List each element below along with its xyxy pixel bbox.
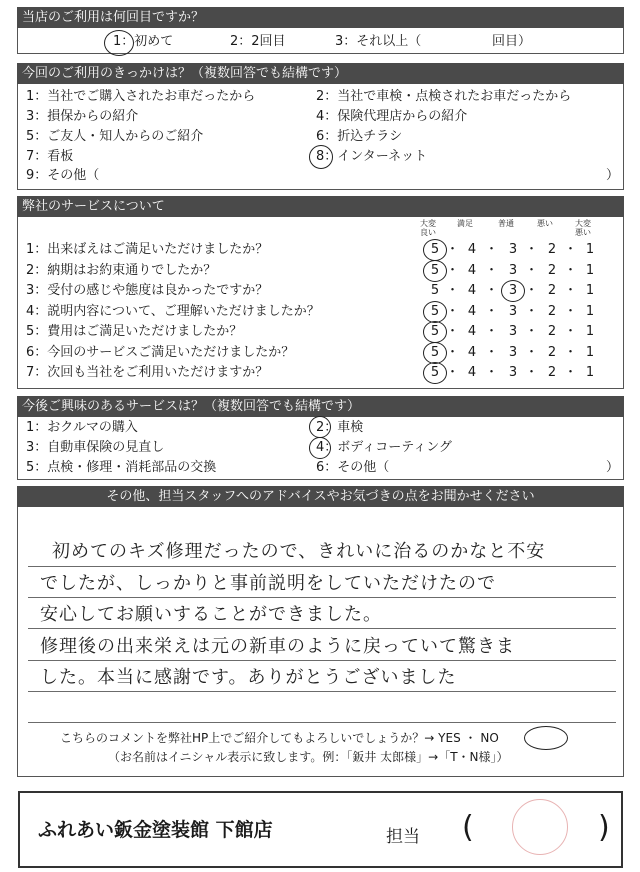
q3-rating-5-1[interactable]: 1 [585, 324, 595, 339]
q3-selected-circle-5 [423, 321, 447, 343]
q3-rating-3-1[interactable]: 1 [585, 283, 595, 298]
q3-rating-6-2[interactable]: 2 [547, 344, 557, 360]
q3-rating-7-1[interactable]: 1 [585, 365, 595, 380]
q3-question-1: 1：出来ばえはご満足いただけましたか？ [26, 242, 269, 257]
q3-rating-2-5[interactable]: 5 [430, 262, 440, 278]
q3-question-3: 3：受付の感じや態度は良かったですか？ [26, 283, 269, 298]
q4-selected-circle-2 [309, 416, 331, 438]
comment-rule [28, 597, 616, 598]
comment-rule [28, 722, 616, 723]
consent-separator: ・ [464, 731, 477, 745]
consent-yes[interactable]: YES [438, 731, 461, 745]
q3-selected-circle-3 [501, 280, 525, 302]
q4-option-4[interactable]: 4：ボディコーティング [316, 440, 452, 455]
q3-rating-separator: ・ [564, 242, 578, 257]
q4-header: 今後ご興味のあるサービスは？（複数回答でも結構です） [17, 396, 624, 417]
q2-option-6[interactable]: 6：折込チラシ [316, 129, 403, 144]
q3-rating-separator: ・ [525, 283, 539, 298]
q3-question-6: 6：今回のサービスご満足いただけましたか？ [26, 344, 295, 360]
q3-rating-separator: ・ [446, 324, 460, 339]
scale-label-5: 大変良い [420, 219, 436, 237]
scale-label-4: 満足 [457, 219, 473, 228]
staff-open-paren: ( [462, 810, 474, 845]
q3-box [17, 217, 624, 389]
q3-rating-5-5[interactable]: 5 [430, 324, 440, 339]
scale-label-2: 悪い [537, 219, 553, 228]
q1-selected-circle [104, 30, 134, 56]
q3-rating-1-4[interactable]: 4 [467, 242, 477, 257]
q3-rating-3-4[interactable]: 4 [467, 283, 477, 298]
shop-name: ふれあい鈑金塗装館 下館店 [38, 819, 273, 841]
q3-rating-4-5[interactable]: 5 [430, 303, 440, 319]
comment-rule [28, 628, 616, 629]
q3-rating-separator: ・ [525, 324, 539, 339]
q2-option-3[interactable]: 3：損保からの紹介 [26, 109, 139, 124]
q3-question-2: 2：納期はお約束通りでしたか？ [26, 262, 217, 278]
q3-rating-separator: ・ [446, 242, 460, 257]
q3-rating-3-2[interactable]: 2 [547, 283, 557, 298]
q3-rating-separator: ・ [485, 262, 499, 278]
q3-rating-7-5[interactable]: 5 [430, 365, 440, 380]
q3-rating-4-3[interactable]: 3 [508, 303, 518, 319]
q3-selected-circle-4 [423, 301, 447, 323]
q3-rating-7-4[interactable]: 4 [467, 365, 477, 380]
q3-rating-7-3[interactable]: 3 [508, 365, 518, 380]
q3-rating-separator: ・ [485, 344, 499, 360]
q3-rating-separator: ・ [485, 303, 499, 319]
q2-other-close-paren: ） [606, 168, 620, 183]
q3-rating-2-4[interactable]: 4 [467, 262, 477, 278]
comments-header: その他、担当スタッフへのアドバイスやお気づきの点をお聞かせください [17, 486, 624, 507]
q2-box [17, 84, 624, 190]
q3-rating-separator: ・ [564, 262, 578, 278]
q2-option-1[interactable]: 1：当社でご購入されたお車だったから [26, 89, 256, 104]
comment-line-2: でしたが、しっかりと事前説明をしていただけたので [40, 573, 496, 594]
q3-rating-5-3[interactable]: 3 [508, 324, 518, 339]
q3-rating-separator: ・ [525, 303, 539, 319]
q3-rating-6-1[interactable]: 1 [585, 344, 595, 360]
q3-selected-circle-1 [423, 239, 447, 261]
q3-rating-6-4[interactable]: 4 [467, 344, 477, 360]
q3-rating-separator: ・ [525, 365, 539, 380]
q3-rating-4-4[interactable]: 4 [467, 303, 477, 319]
q1-header: 当店のご利用は何回目ですか？ [17, 7, 624, 28]
consent-question-text: こちらのコメントを弊社HP上でご紹介してもよろしいでしょうか？→ [60, 731, 435, 745]
q1-option-2[interactable]: 2：2回目 [230, 34, 286, 49]
q3-rating-separator: ・ [485, 283, 499, 298]
q2-option-8[interactable]: 8：インターネット [316, 149, 428, 164]
comment-line-1: 初めてのキズ修理だったので、きれいに治るのかなと不安 [52, 541, 546, 562]
q4-option-2[interactable]: 2：車検 [316, 420, 364, 435]
comment-rule [28, 691, 616, 692]
q3-rating-6-5[interactable]: 5 [430, 344, 440, 360]
q3-rating-separator: ・ [446, 344, 460, 360]
q3-selected-circle-2 [423, 260, 447, 282]
comment-line-5: した。本当に感謝です。ありがとうございました [40, 667, 457, 688]
q2-option-7[interactable]: 7：看板 [26, 149, 74, 164]
q3-question-5: 5：費用はご満足いただけましたか？ [26, 324, 243, 339]
q3-question-4: 4：説明内容について、ご理解いただけましたか？ [26, 303, 320, 319]
q3-rating-separator: ・ [564, 283, 578, 298]
q2-option-9[interactable]: 9：その他（ [26, 168, 100, 183]
q3-rating-2-2[interactable]: 2 [547, 262, 557, 278]
q3-rating-5-2[interactable]: 2 [547, 324, 557, 339]
q3-rating-separator: ・ [446, 262, 460, 278]
q3-rating-separator: ・ [485, 365, 499, 380]
q3-question-7: 7：次回も当社をご利用いただけますか？ [26, 365, 269, 380]
q3-rating-2-3[interactable]: 3 [508, 262, 518, 278]
q1-option-3-count: 回目） [492, 34, 532, 49]
q3-header: 弊社のサービスについて [17, 196, 624, 217]
q3-rating-separator: ・ [564, 365, 578, 380]
q2-option-5[interactable]: 5：ご友人・知人からのご紹介 [26, 129, 204, 144]
q3-rating-separator: ・ [564, 344, 578, 360]
staff-stamp [512, 799, 568, 855]
q3-rating-separator: ・ [525, 344, 539, 360]
consent-question [60, 730, 499, 746]
q3-rating-3-5[interactable]: 5 [430, 283, 440, 298]
q2-header: 今回のご利用のきっかけは？（複数回答でも結構です） [17, 63, 624, 84]
q3-rating-1-5[interactable]: 5 [430, 242, 440, 257]
scale-label-3: 普通 [498, 219, 514, 228]
q3-rating-1-2[interactable]: 2 [547, 242, 557, 257]
comment-rule [28, 660, 616, 661]
q3-selected-circle-6 [423, 342, 447, 364]
q3-rating-separator: ・ [564, 324, 578, 339]
q3-rating-separator: ・ [564, 303, 578, 319]
q3-rating-1-3[interactable]: 3 [508, 242, 518, 257]
q3-rating-4-1[interactable]: 1 [585, 303, 595, 319]
comment-line-3: 安心してお願いすることができました。 [40, 604, 382, 625]
q3-selected-circle-7 [423, 362, 447, 384]
staff-label: 担当 [386, 827, 420, 847]
comment-line-4: 修理後の出来栄えは元の新車のように戻っていて驚きま [40, 636, 515, 657]
q1-option-3[interactable]: 3：それ以上（ [335, 34, 422, 49]
consent-note: （お名前はイニシャル表示に致します。例：「鈑井 太郎様」→「T・N様」） [108, 750, 509, 764]
q3-rating-7-2[interactable]: 2 [547, 365, 557, 380]
q4-option-3[interactable]: 3：自動車保険の見直し [26, 440, 165, 455]
q2-selected-circle [309, 145, 333, 169]
q3-rating-separator: ・ [525, 242, 539, 257]
q3-rating-1-1[interactable]: 1 [585, 242, 595, 257]
comment-rule [28, 566, 616, 567]
q4-selected-circle-4 [309, 437, 331, 459]
q3-rating-separator: ・ [525, 262, 539, 278]
q3-rating-2-1[interactable]: 1 [585, 262, 595, 278]
q4-other-close-paren: ） [606, 460, 620, 475]
consent-no[interactable]: NO [480, 731, 499, 745]
q2-option-2[interactable]: 2：当社で車検・点検されたお車だったから [316, 89, 572, 104]
q3-rating-4-2[interactable]: 2 [547, 303, 557, 319]
q3-rating-separator: ・ [485, 324, 499, 339]
q3-rating-separator: ・ [485, 242, 499, 257]
scale-label-1: 大変悪い [575, 219, 591, 237]
q3-rating-separator: ・ [446, 365, 460, 380]
q4-option-5[interactable]: 5：点検・修理・消耗部品の交換 [26, 460, 217, 475]
q4-option-1[interactable]: 1：おクルマの購入 [26, 420, 138, 435]
consent-yes-circle [524, 726, 568, 750]
q3-rating-separator: ・ [446, 283, 460, 298]
q1-option-1[interactable]: 1：初めて [113, 34, 174, 49]
q2-option-4[interactable]: 4：保険代理店からの紹介 [316, 109, 468, 124]
staff-close-paren: ) [598, 810, 610, 845]
q3-rating-3-3[interactable]: 3 [508, 283, 518, 298]
q3-rating-5-4[interactable]: 4 [467, 324, 477, 339]
q3-rating-6-3[interactable]: 3 [508, 344, 518, 360]
q3-rating-separator: ・ [446, 303, 460, 319]
q4-option-6[interactable]: 6：その他（ [316, 460, 390, 475]
